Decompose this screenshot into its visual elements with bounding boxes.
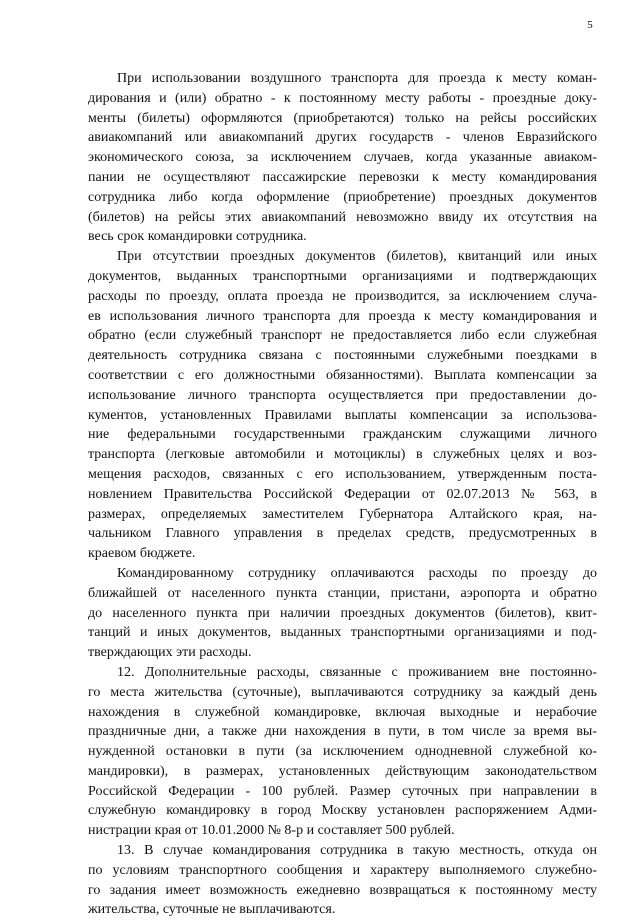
text-line: обратно (если служебный транспорт не предоставляется либо если служебная [88,328,597,344]
text-line: дирования и (или) обратно - к постоянному месту работы - проездные доку- [88,90,597,106]
text-line: ближайшей от населенного пункта станции, пристани, аэропорта и обратно [88,585,597,601]
text-line: Российской Федерации - 100 рублей. Размер суточных при направлении в [88,783,597,799]
text-line: нужденной остановки в пути (за исключением однодневной служебной ко- [88,744,597,760]
paragraph [88,69,597,247]
text-line: нахождения в служебной командировке, включая выходные и нерабочие [88,704,597,720]
text-line: го задания имеет возможность ежедневно возвращаться к постоянному месту [88,882,597,898]
text-line: расходы по проезду, оплата проезда не производится, за исключением случа- [88,288,597,304]
text-line: пании не осуществляют пассажирские перевозки к месту командирования [88,169,597,185]
text-line: мещения расходов, связанных с его использованием, утвержденным поста- [88,466,597,482]
text-line: ев использования личного транспорта для проезда к месту командирования и [88,308,597,324]
text-line: авиакомпаний или авиакомпаний других государств - членов Евразийского [88,130,597,146]
text-line: новлением Правительства Российской Федерации от 02.07.2013 № 563, в [88,486,597,502]
paragraph [88,247,597,564]
page-number: 5 [587,19,593,31]
text-line: краевом бюджете. [88,546,196,562]
paragraph [88,841,597,920]
text-line: праздничные дни, а также дни нахождения в пути, в том числе за время вы- [88,724,597,740]
text-line: (билетов) на рейсы этих авиакомпаний невозможно ввиду их отсутствия на [88,209,597,225]
text-line: транспорта (легковые автомобили и мотоциклы) в служебных целях и воз- [88,447,597,463]
text-line: нистрации края от 10.01.2000 № 8-р и составляет 500 рублей. [88,823,455,839]
text-line: соответствии с его должностными обязанностями). Выплата компенсации за [88,367,597,383]
text-line: экономического союза, за исключением случаев, когда указанные авиаком- [88,150,597,166]
paragraph [88,564,597,663]
text-line: При использовании воздушного транспорта для проезда к месту коман- [117,71,597,86]
text-line: использование личного транспорта осуществляется при предоставлении до- [88,387,597,403]
text-line: весь срок командировки сотрудника. [88,229,307,245]
text-line: 12. Дополнительные расходы, связанные с проживанием вне постоянно- [117,664,597,680]
text-line: сотрудника либо когда оформление (приобретение) проездных документов [88,189,597,205]
text-line: деятельность сотрудника связана с постоянными служебными поездками в [88,348,597,364]
text-line: документов, выданных транспортными организациями и подтверждающих [88,268,597,284]
text-line: по условиям транспортного сообщения и характеру выполняемого служебно- [88,862,597,878]
text-line: го места жительства (суточные), выплачиваются сотруднику за каждый день [88,684,597,700]
paragraph [88,663,597,841]
text-line: 13. В случае командирования сотрудника в такую местность, откуда он [117,843,597,859]
text-line: Командированному сотруднику оплачиваются расходы по проезду до [117,565,597,581]
text-line: жительства, суточные не выплачиваются. [88,902,336,918]
text-line: тверждающих эти расходы. [88,645,252,661]
text-line: танций и иных документов, выданных транспортными организациями и под- [88,625,597,641]
document-body [88,69,597,920]
text-line: служебную командировку в город Москву установлен распоряжением Адми- [88,803,597,819]
text-line: до населенного пункта при наличии проездных документов (билетов), квит- [88,605,597,621]
text-line: кументов, установленных Правилами выплаты компенсации за использова- [88,407,597,423]
text-line: ние федеральными государственными гражданским служащими личного [88,427,597,443]
text-line: размерах, определяемых заместителем Губернатора Алтайского края, на- [88,506,597,522]
text-line: чальником Главного управления в пределах средств, предусмотренных в [88,526,597,542]
text-line: мандировки), в размерах, установленных действующим законодательством [88,763,597,779]
text-line: При отсутствии проездных документов (билетов), квитанций или иных [117,249,597,265]
text-line: менты (билеты) оформляются (приобретаются) только на рейсы российских [88,110,597,126]
